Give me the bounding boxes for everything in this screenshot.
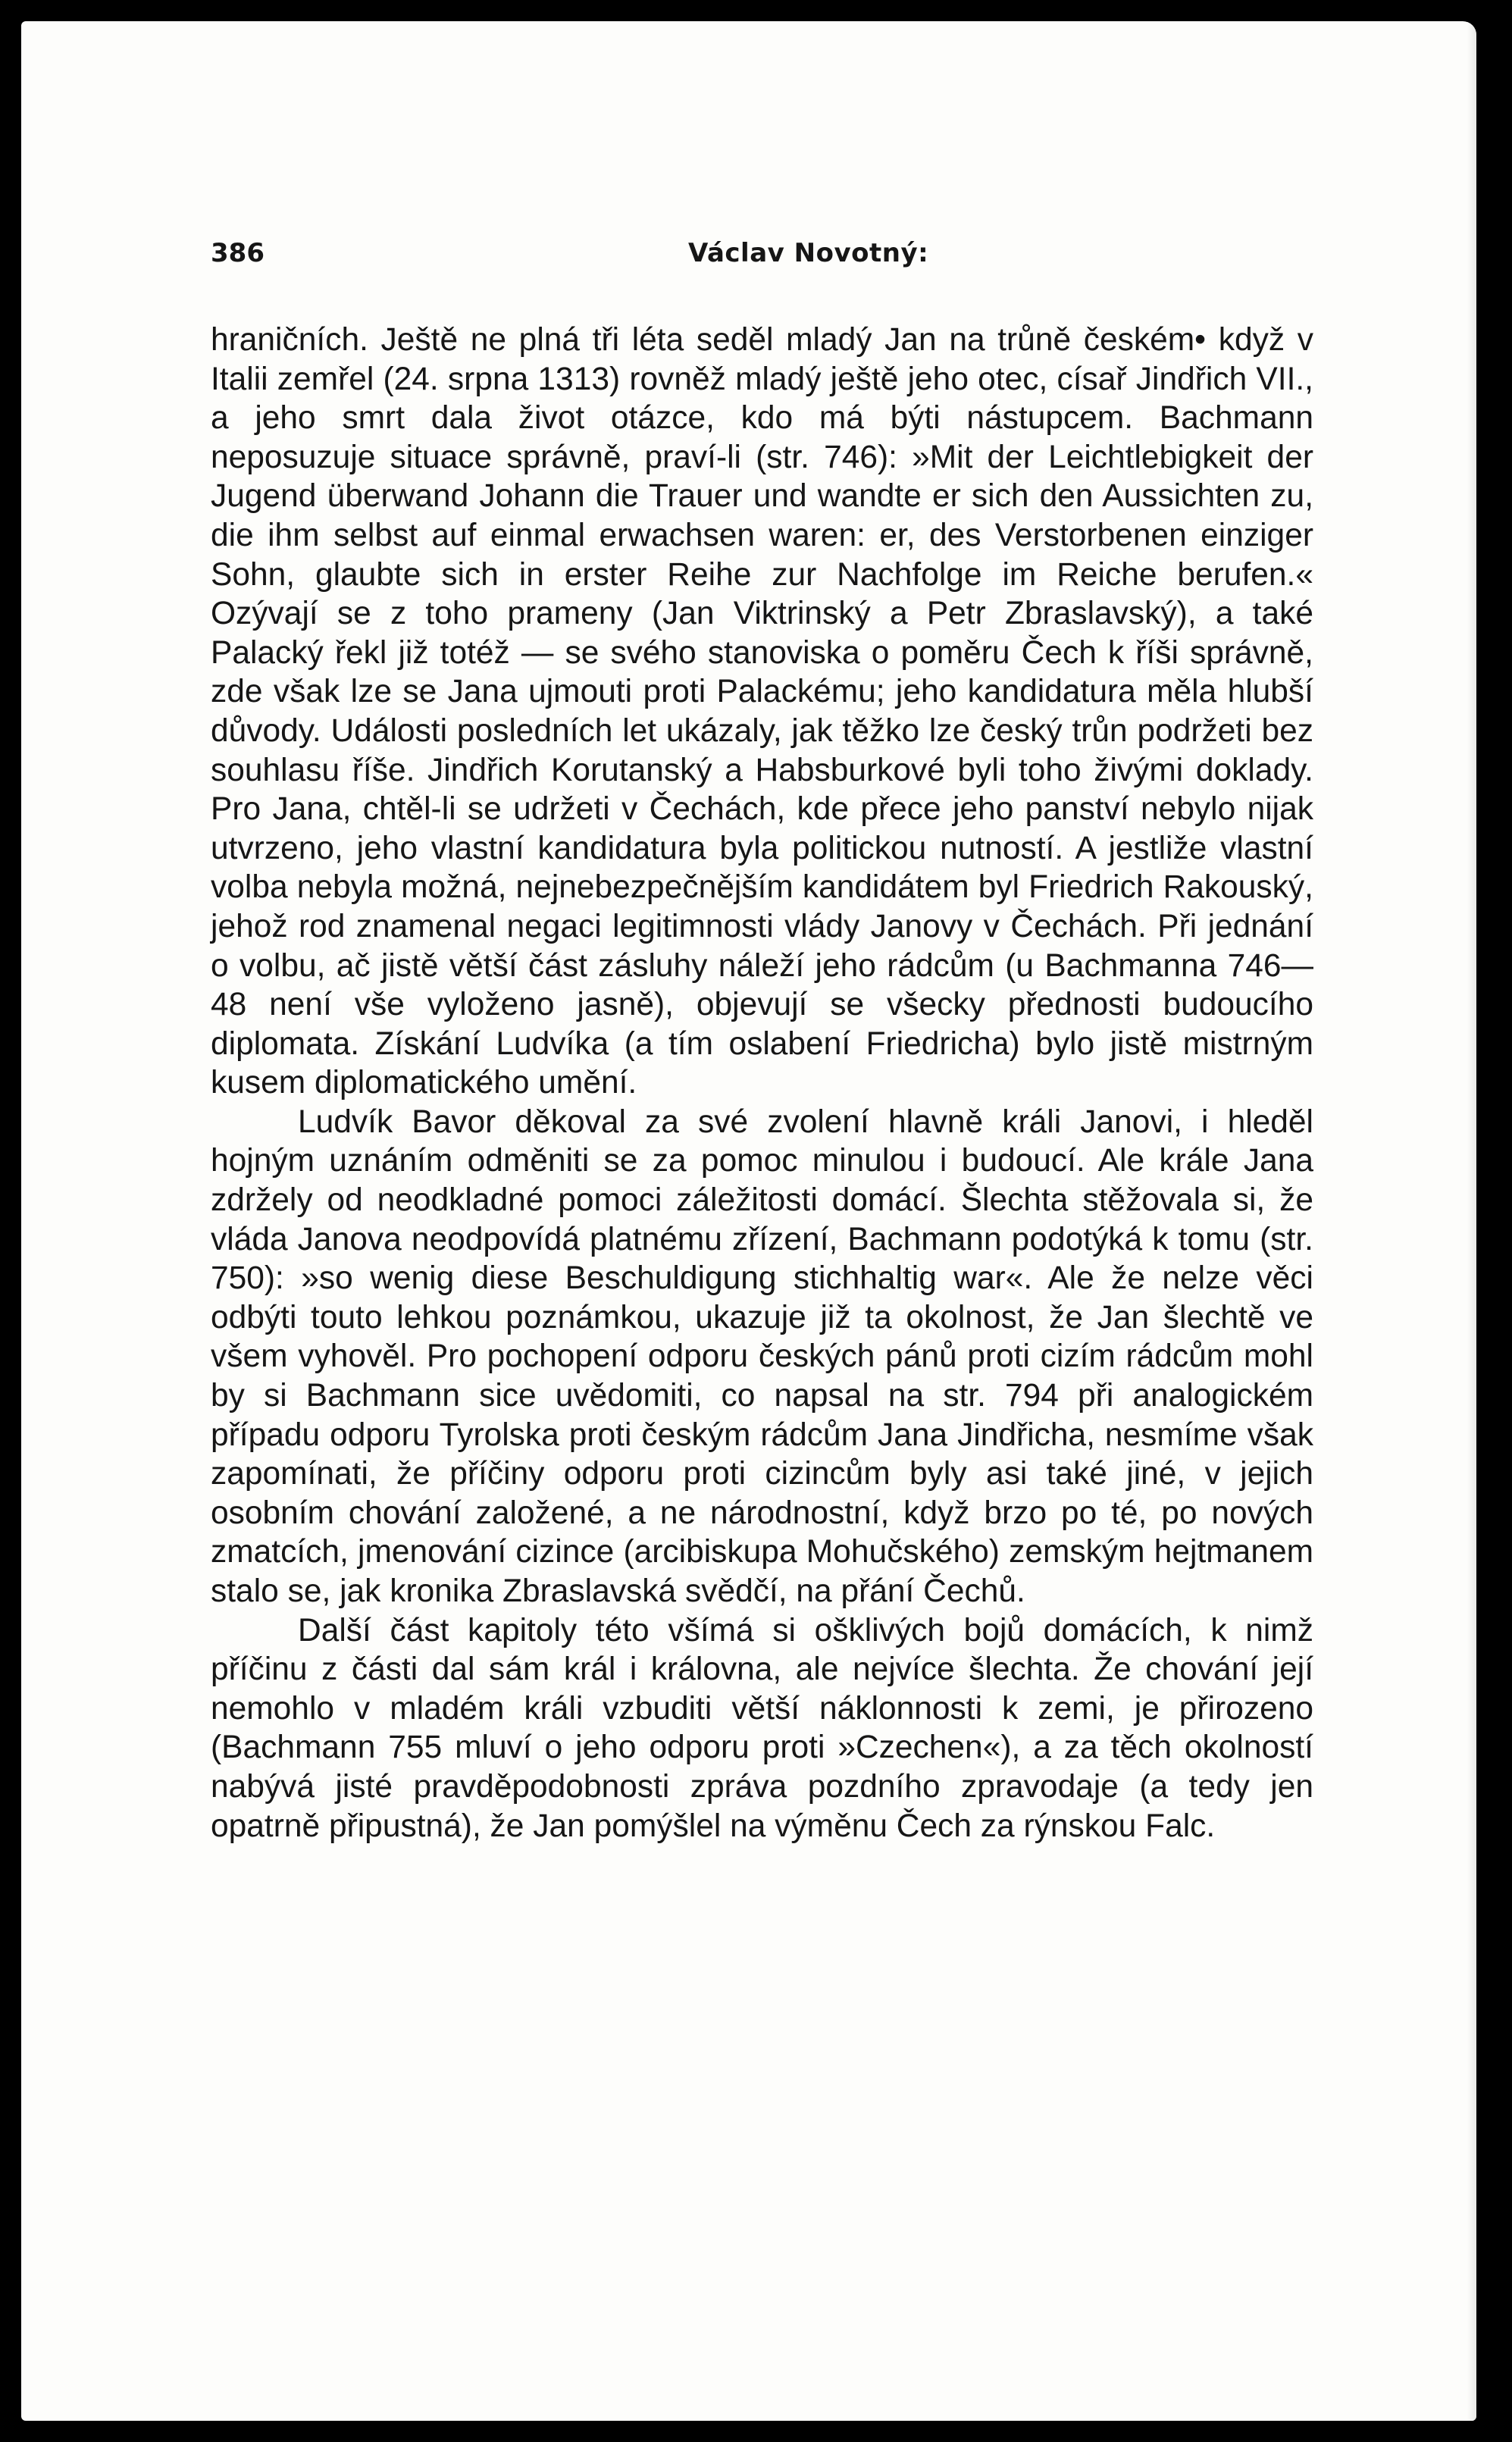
page-edge-shadow	[1467, 21, 1476, 2421]
page-header	[211, 238, 1310, 283]
page-number: 386	[211, 238, 265, 268]
running-head-author: Václav Novotný:	[688, 238, 929, 268]
paragraph-2: Ludvík Bavor děkoval za své zvolení hlavně králi Janovi, i hleděl hojným uznáním odměniti se za pomoc minulou i budoucí. Ale krále Jana zdržely od neodkladné pomoci záležitosti domácí. Šlechta stěžovala si, že vláda Janova neodpovídá platnému zřízení, Bachmann podotýká k tomu (str. 750): »so wenig diese Beschuldigung stichhaltig war«. Ale že nelze věci odbýti touto lehkou poznámkou, ukazuje již ta okolnost, že Jan šlechtě ve všem vyhověl. Pro pochopení odporu českých pánů proti cizím rádcům mohl by si Bachmann sice uvědomiti, co napsal na str. 794 při analogickém případu odporu Tyrolska proti českým rádcům Jana Jindřicha, nesmíme však zapomínati, že příčiny odporu proti cizincům byly asi také jiné, v jejich osobním chování založené, a ne národnostní, když brzo po té, po nových zmatcích, jmenování cizince (arcibiskupa Mohučského) zemským hejtmanem stalo se, jak kronika Zbraslavská svědčí, na přání Čechů.	[211, 1104, 1313, 1609]
paragraph-1: hraničních. Ještě ne plná tři léta seděl mladý Jan na trůně českém• když v Italii zemřel (24. srpna 1313) rovněž mladý ještě jeho otec, císař Jindřich VII., a jeho smrt dala život otázce, kdo má býti nástupcem. Bachmann neposuzuje situace správně, praví-li (str. 746): »Mit der Leichtlebigkeit der Jugend überwand Johann die Trauer und wandte er sich den Aussichten zu, die ihm selbst auf einmal erwachsen waren: er, des Verstorbenen einziger Sohn, glaubte sich in erster Reihe zur Nachfolge im Reiche berufen.« Ozývají se z toho prameny (Jan Viktrinský a Petr Zbraslavský), a také Palacký řekl již totéž — se svého stanoviska o poměru Čech k říši správně, zde však lze se Jana ujmouti proti Palackému; jeho kandidatura měla hlubší důvody. Události posledních let ukázaly, jak těžko lze český trůn podržeti bez souhlasu říše. Jindřich Korutanský a Habsburkové byli toho živými doklady. Pro Jana, chtěl-li se udržeti v Čechách, kde přece jeho panství nebylo nijak utvrzeno, jeho vlastní kandidatura byla politickou nutností. A jestliže vlastní volba nebyla možná, nejnebezpečnějším kandidátem byl Friedrich Rakouský, jehož rod znamenal negaci legitimnosti vlády Janovy v Čechách. Při jednání o volbu, ač jistě větší část zásluhy náleží jeho rádcům (u Bachmanna 746—48 není vše vyloženo jasně), objevují se všecky přednosti budoucího diplomata. Získání Ludvíka (a tím oslabení Friedricha) bylo jistě mistrným kusem diplomatického umění.	[211, 322, 1313, 1101]
paragraph-3: Další část kapitoly této všímá si ošklivých bojů domácích, k nimž příčinu z části dal sám král i královna, ale nejvíce šlechta. Že chování její nemohlo v mladém králi vzbuditi větší náklonnosti k zemi, je přirozeno (Bachmann 755 mluví o jeho odporu proti »Czechen«), a za těch okolností nabývá jisté pravděpodobnosti zpráva pozdního zpravodaje (a tedy jen opatrně připustná), že Jan pomýšlel na výměnu Čech za rýnskou Falc.	[211, 1612, 1313, 1844]
body-text	[211, 321, 1313, 1846]
book-page	[21, 21, 1476, 2421]
